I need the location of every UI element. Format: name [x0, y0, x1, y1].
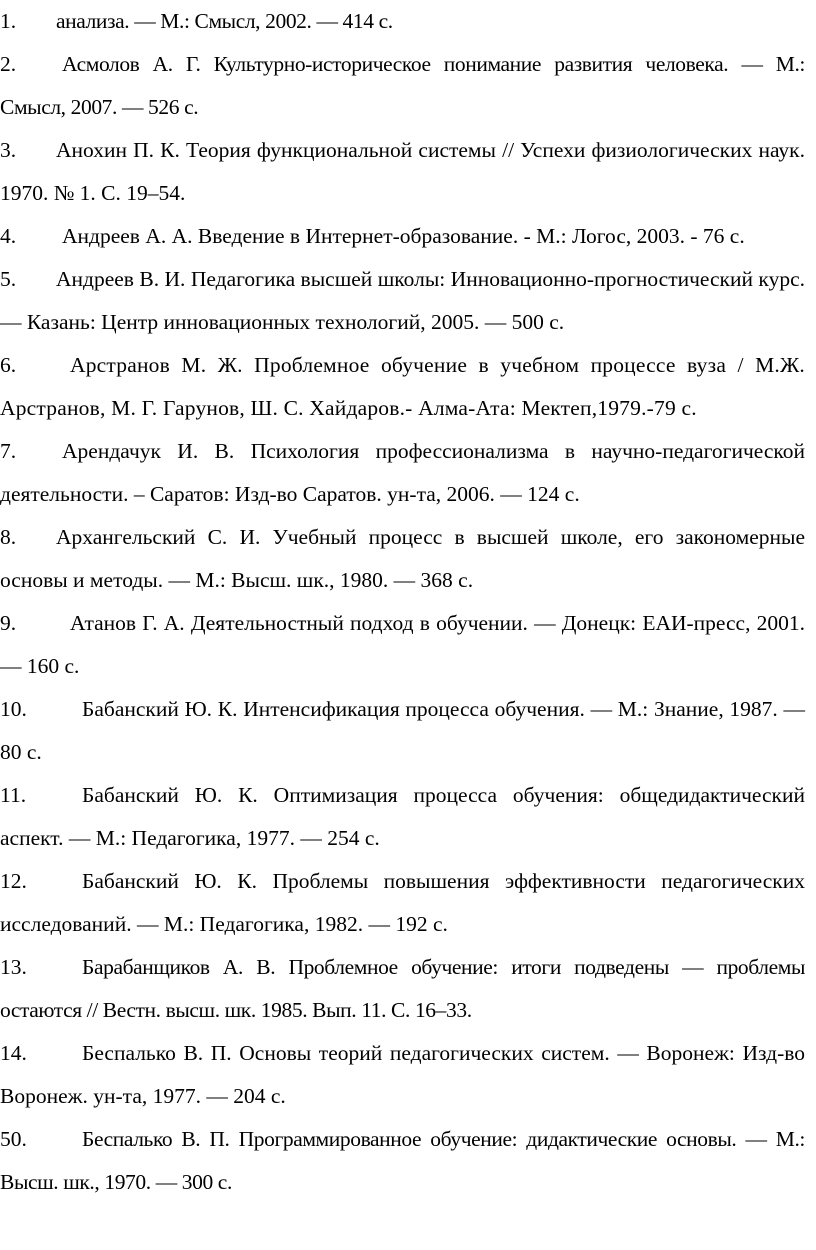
list-item: [0, 516, 805, 602]
list-item: [0, 0, 805, 43]
reference-number: 3.: [0, 138, 17, 162]
list-item: [0, 860, 805, 946]
reference-text: Асмолов А. Г. Культурно-историческое понимание развития человека. — М.: Смысл, 2007. — 526 с.: [0, 52, 805, 119]
reference-number: 6.: [0, 353, 17, 377]
reference-text: Анохин П. К. Теория функциональной системы // Успехи физиологических наук. 1970. № 1. С. 19–54.: [0, 138, 805, 205]
reference-number: 10.: [0, 697, 27, 721]
reference-text: Беспалько В. П. Основы теорий педагогических систем. — Воронеж: Изд-во Воронеж. ун-та, 1977. — 204 с.: [0, 1041, 805, 1108]
list-item: [0, 258, 805, 344]
reference-text: Арендачук И. В. Психология профессионализма в научно-педагогической деятельности. – Саратов: Изд-во Саратов. ун-та, 2006. — 124 с.: [0, 439, 805, 506]
reference-text: Атанов Г. А. Деятельностный подход в обучении. — Донецк: ЕАИ-пресс, 2001. — 160 с.: [0, 611, 805, 678]
reference-number: 50.: [0, 1127, 27, 1151]
reference-text: Андреев В. И. Педагогика высшей школы: Инновационно-прогностический курс. — Казань: Центр инновационных технологий, 2005. — 500 с.: [0, 267, 805, 334]
reference-number: 8.: [0, 525, 17, 549]
list-item: [0, 688, 805, 774]
list-item: [0, 774, 805, 860]
list-item: [0, 215, 805, 258]
list-item: [0, 43, 805, 129]
list-item: [0, 1032, 805, 1118]
list-item: [0, 1118, 805, 1204]
reference-number: 2.: [0, 52, 17, 76]
list-item: [0, 602, 805, 688]
reference-text: Андреев А. А. Введение в Интернет-образование. - М.: Логос, 2003. - 76 с.: [62, 224, 745, 248]
reference-text: Беспалько В. П. Программированное обучение: дидактические основы. — М.: Высш. шк., 1970. — 300 с.: [0, 1127, 805, 1194]
reference-number: 7.: [0, 439, 17, 463]
reference-number: 5.: [0, 267, 17, 291]
reference-number: 14.: [0, 1041, 27, 1065]
reference-text: Бабанский Ю. К. Проблемы повышения эффективности педагогических исследований. — М.: Педагогика, 1982. — 192 с.: [0, 869, 805, 936]
reference-number: 1.: [0, 9, 17, 33]
reference-number: 4.: [0, 224, 17, 248]
reference-number: 13.: [0, 955, 27, 979]
reference-text: Бабанский Ю. К. Интенсификация процесса обучения. — М.: Знание, 1987. — 80 с.: [0, 697, 805, 764]
reference-text: Арстранов М. Ж. Проблемное обучение в учебном процессе вуза / М.Ж. Арстранов, М. Г. Гарунов, Ш. С. Хайдаров.- Алма-Ата: Мектеп,1979.-79 с.: [0, 353, 805, 420]
list-item: [0, 344, 805, 430]
list-item: [0, 430, 805, 516]
reference-number: 11.: [0, 783, 27, 807]
reference-text: Бабанский Ю. К. Оптимизация процесса обучения: общедидактический аспект. — М.: Педагогика, 1977. — 254 с.: [0, 783, 805, 850]
list-item: [0, 946, 805, 1032]
reference-number: 9.: [0, 611, 17, 635]
reference-text: анализа. — М.: Смысл, 2002. — 414 с.: [56, 9, 393, 33]
reference-number: 12.: [0, 869, 27, 893]
reference-text: Архангельский С. И. Учебный процесс в высшей школе, его закономерные основы и методы. — М.: Высш. шк., 1980. — 368 с.: [0, 525, 805, 592]
reference-text: Барабанщиков А. В. Проблемное обучение: итоги подведены — проблемы остаются // Вестн. высш. шк. 1985. Вып. 11. С. 16–33.: [0, 955, 805, 1022]
list-item: [0, 129, 805, 215]
